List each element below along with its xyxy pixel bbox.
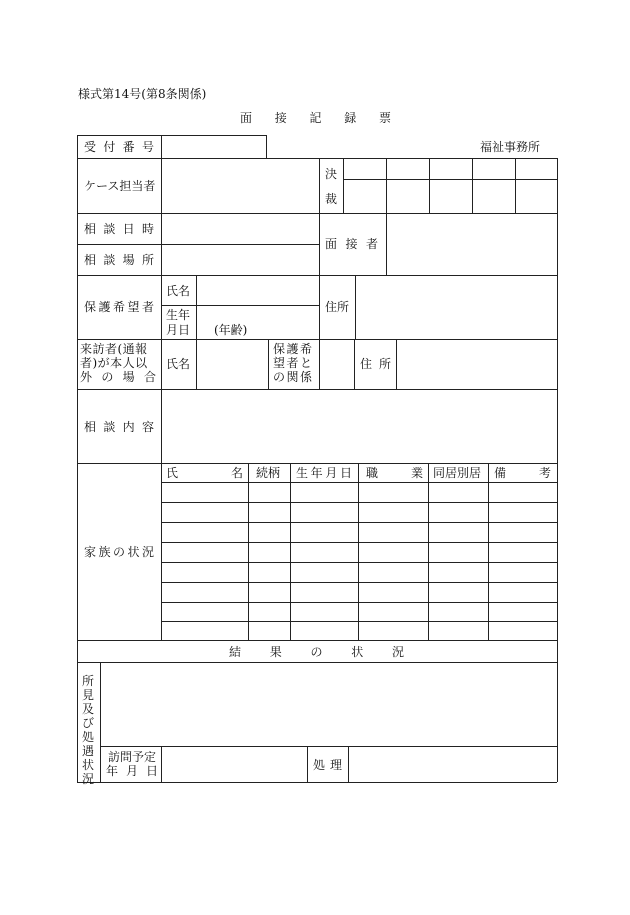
label-char: 家 bbox=[84, 545, 97, 559]
reception-number-field[interactable] bbox=[166, 137, 262, 156]
label-char: 者 bbox=[141, 300, 154, 314]
label-char: 日 bbox=[122, 222, 135, 236]
interviewer-label bbox=[325, 237, 378, 251]
label-char: 業 bbox=[410, 466, 423, 480]
label-char: 合 bbox=[143, 370, 156, 384]
visitor-address-field[interactable] bbox=[398, 341, 556, 387]
label-char: 氏 bbox=[166, 466, 179, 480]
result-title bbox=[229, 645, 404, 659]
title-char: の bbox=[310, 645, 323, 659]
applicant-label bbox=[84, 300, 154, 314]
approval-stamp-box[interactable] bbox=[388, 181, 428, 211]
title-char: 結 bbox=[229, 645, 242, 659]
label-char: 面 bbox=[325, 237, 338, 251]
visitor-address-label bbox=[360, 357, 391, 371]
label-char: 月 bbox=[325, 466, 338, 480]
label-char: 談 bbox=[103, 420, 116, 434]
applicant-birth-label-line2: 月日 bbox=[166, 323, 191, 337]
title-char: 状 bbox=[351, 645, 364, 659]
approval-stamp-box[interactable] bbox=[345, 181, 385, 211]
label-char: 考 bbox=[538, 466, 551, 480]
applicant-birth-label-line1: 生年 bbox=[166, 308, 191, 322]
family-label bbox=[84, 545, 154, 559]
label-char: 談 bbox=[103, 222, 116, 236]
case-worker-field[interactable] bbox=[163, 160, 317, 211]
visit-plan-label bbox=[105, 750, 159, 778]
label-char: 名 bbox=[230, 466, 243, 480]
label-char: 内 bbox=[122, 420, 135, 434]
label-char: 日 bbox=[339, 466, 352, 480]
approval-stamp-box[interactable] bbox=[474, 181, 514, 211]
visitor-name-label: 氏名 bbox=[166, 357, 191, 371]
label-char: 住 bbox=[360, 357, 373, 371]
label-char: 号 bbox=[141, 140, 154, 154]
family-header-cohabitation: 同居別居 bbox=[433, 466, 482, 480]
handling-label bbox=[313, 758, 342, 772]
visitor-name-field[interactable] bbox=[198, 341, 266, 387]
label-char: 日 bbox=[145, 764, 158, 778]
label-char: 所 bbox=[378, 357, 391, 371]
family-table-body[interactable] bbox=[162, 483, 556, 640]
label-char: 付 bbox=[103, 140, 116, 154]
handling-field[interactable] bbox=[350, 748, 556, 781]
label-char: 生 bbox=[296, 466, 309, 480]
label-char: 理 bbox=[329, 758, 342, 772]
label-char: 相 bbox=[84, 222, 97, 236]
visit-plan-field[interactable] bbox=[163, 748, 306, 781]
family-header-remarks bbox=[494, 466, 551, 480]
label-char: 場 bbox=[122, 370, 135, 384]
label-char: 番 bbox=[122, 140, 135, 154]
visit-plan-line: 訪問予定 bbox=[107, 750, 156, 764]
consult-content-label bbox=[84, 420, 154, 434]
label-char: 保 bbox=[84, 300, 97, 314]
family-header-name bbox=[166, 466, 243, 480]
visitor-label-line: 来訪者(通報 bbox=[80, 342, 148, 356]
applicant-address-label: 住所 bbox=[325, 300, 350, 314]
label-char: 族 bbox=[98, 545, 111, 559]
relation-line: 望者と bbox=[273, 356, 314, 370]
label-char: 者 bbox=[365, 237, 378, 251]
title-char: 票 bbox=[378, 111, 391, 125]
family-header-relation: 続柄 bbox=[256, 466, 281, 480]
visitor-label bbox=[80, 342, 158, 384]
visitor-relation-field[interactable] bbox=[321, 341, 353, 387]
label-char: 談 bbox=[103, 253, 116, 267]
title-char: 果 bbox=[269, 645, 282, 659]
label-char: 況 bbox=[141, 545, 154, 559]
label-char: の bbox=[112, 545, 125, 559]
office-label: 福祉事務所 bbox=[480, 140, 541, 154]
consult-datetime-label bbox=[84, 222, 154, 236]
label-char: 時 bbox=[141, 222, 154, 236]
family-header-birthdate bbox=[296, 466, 352, 480]
visitor-relation-label bbox=[273, 342, 314, 384]
form-title bbox=[240, 111, 391, 125]
applicant-name-label: 氏名 bbox=[166, 284, 191, 298]
label-char: 護 bbox=[98, 300, 111, 314]
label-char: 場 bbox=[122, 253, 135, 267]
title-char: 録 bbox=[344, 111, 357, 125]
relation-line: 保護希 bbox=[273, 342, 314, 356]
label-char: 相 bbox=[84, 253, 97, 267]
label-char: 望 bbox=[127, 300, 140, 314]
findings-label: 所見及び処遇状況 bbox=[81, 674, 94, 786]
title-char: 接 bbox=[274, 111, 287, 125]
form-number-label: 様式第14号(第8条関係) bbox=[78, 87, 207, 101]
applicant-age-label: (年齢) bbox=[214, 323, 248, 337]
interviewer-field[interactable] bbox=[388, 215, 556, 274]
consult-content-field[interactable] bbox=[163, 391, 556, 462]
consult-place-field[interactable] bbox=[163, 246, 317, 274]
label-char: 受 bbox=[84, 140, 97, 154]
case-worker-label: ケース担当者 bbox=[84, 179, 156, 193]
label-char: 希 bbox=[112, 300, 125, 314]
applicant-name-field[interactable] bbox=[198, 277, 317, 304]
findings-field[interactable] bbox=[102, 664, 556, 745]
label-char: 相 bbox=[84, 420, 97, 434]
title-char: 況 bbox=[391, 645, 404, 659]
label-char: 外 bbox=[80, 370, 93, 384]
approval-char: 裁 bbox=[325, 192, 338, 206]
title-char: 記 bbox=[309, 111, 322, 125]
label-char: 処 bbox=[313, 758, 326, 772]
family-header-occupation bbox=[366, 466, 423, 480]
consult-datetime-field[interactable] bbox=[163, 215, 317, 243]
label-char: 所 bbox=[141, 253, 154, 267]
visitor-label-line-spread bbox=[80, 370, 156, 384]
label-char: 備 bbox=[494, 466, 507, 480]
label-char: 状 bbox=[127, 545, 140, 559]
label-char: 月 bbox=[125, 764, 138, 778]
label-char: 容 bbox=[141, 420, 154, 434]
visitor-label-line: 者)が本人以 bbox=[80, 356, 148, 370]
label-char: 年 bbox=[310, 466, 323, 480]
applicant-address-field[interactable] bbox=[357, 277, 556, 338]
label-char: の bbox=[101, 370, 114, 384]
approval-char: 決 bbox=[325, 167, 338, 181]
consult-place-label bbox=[84, 253, 154, 267]
approval-stamp-box[interactable] bbox=[431, 181, 471, 211]
label-char: 職 bbox=[366, 466, 379, 480]
approval-stamp-box[interactable] bbox=[517, 181, 556, 211]
reception-number-label bbox=[84, 140, 154, 154]
relation-line: の関係 bbox=[273, 370, 314, 384]
visit-plan-line-spread bbox=[106, 764, 158, 778]
title-char: 面 bbox=[240, 111, 253, 125]
label-char: 接 bbox=[345, 237, 358, 251]
label-char: 年 bbox=[106, 764, 119, 778]
